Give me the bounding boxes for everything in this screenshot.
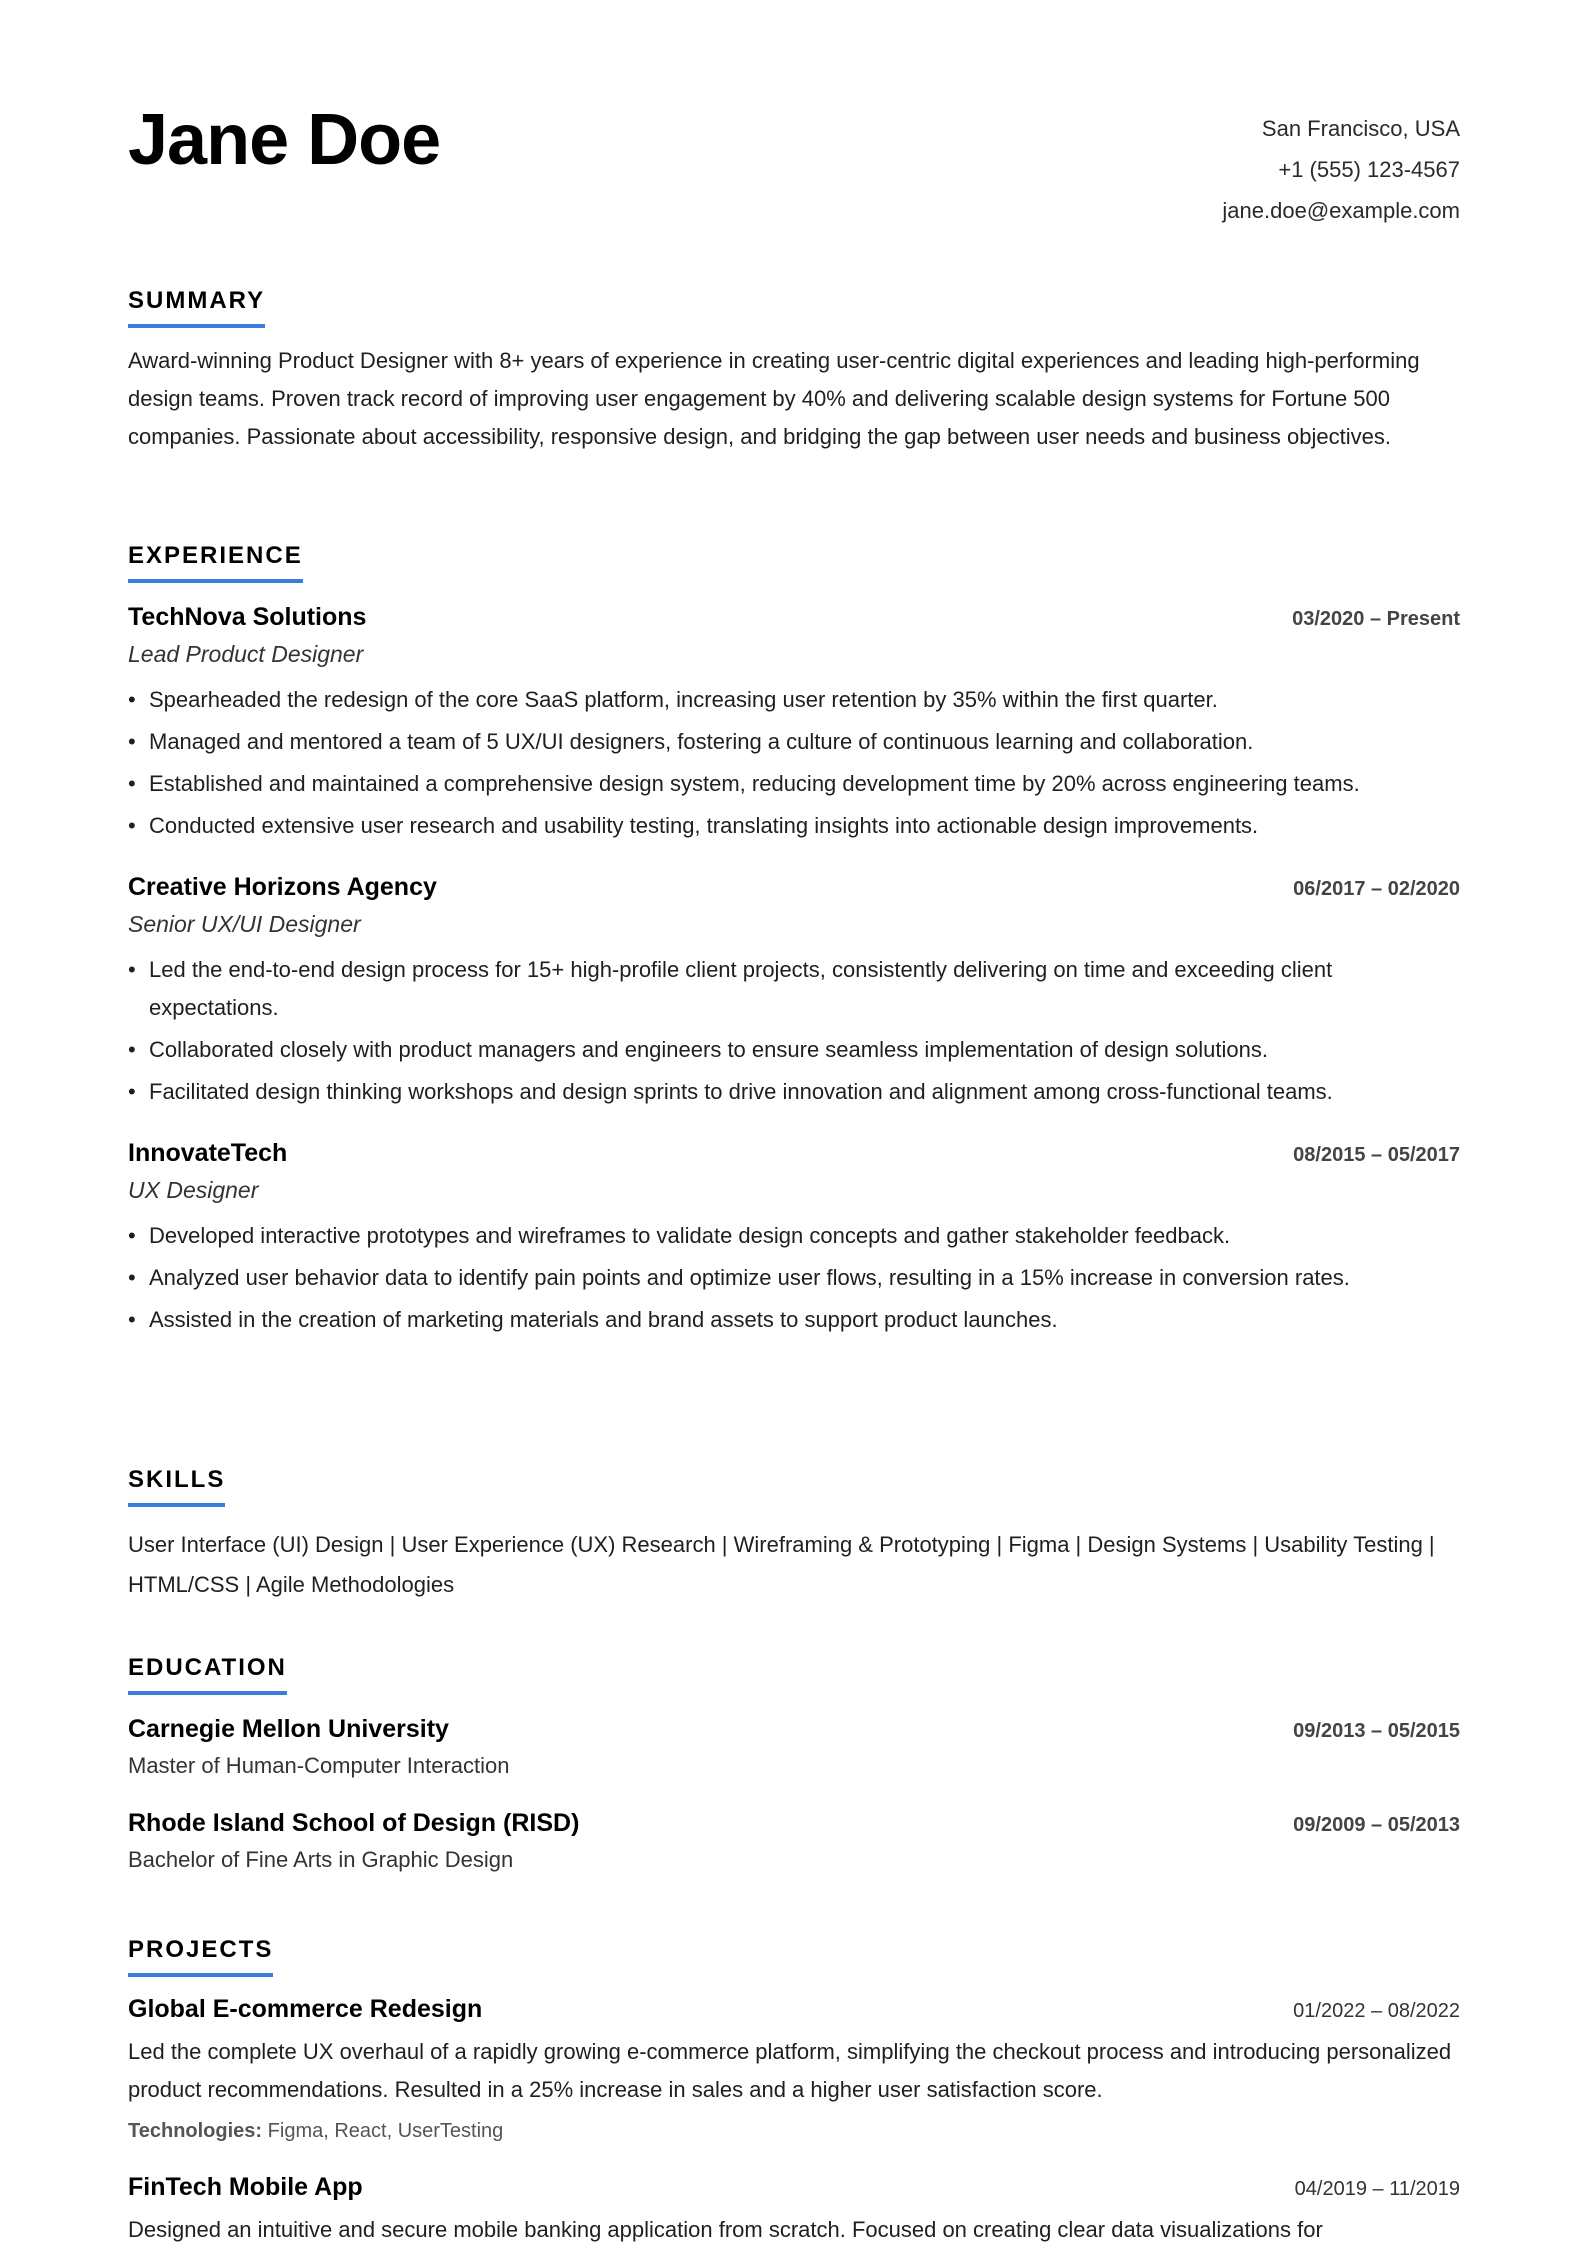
skills-heading: SKILLS [128, 1465, 225, 1507]
job-entry [128, 599, 1460, 845]
job-bullet: • Spearheaded the redesign of the core SaaS platform, increasing user retention by 35% within the first quarter. [128, 681, 1460, 719]
job-header [128, 869, 1460, 905]
project-name: Global E-commerce Redesign [128, 1995, 483, 2023]
project-description: Led the complete UX overhaul of a rapidly growing e-commerce platform, simplifying the checkout process and introducing personalized product recommendations. Resulted in a 25% increase in sales and a higher user satisfaction score. [128, 2039, 1452, 2102]
education-heading: EDUCATION [128, 1653, 287, 1695]
projects-section [128, 1935, 1460, 2249]
project-technologies [128, 2113, 1460, 2149]
project-entry [128, 2169, 1460, 2249]
education-header [128, 1805, 1460, 1841]
project-dates: 01/2022 – 08/2022 [1293, 2000, 1460, 2022]
job-bullets [128, 951, 1460, 1111]
contact-info [1222, 108, 1460, 231]
resume-header [128, 98, 1460, 268]
job-role: Senior UX/UI Designer [128, 911, 361, 937]
job-bullets [128, 1217, 1460, 1339]
contact-email: jane.doe@example.com [1222, 198, 1460, 223]
project-header [128, 1991, 1460, 2027]
experience-heading: EXPERIENCE [128, 541, 303, 583]
education-degree: Bachelor of Fine Arts in Graphic Design [128, 1847, 514, 1872]
contact-phone: +1 (555) 123-4567 [1278, 157, 1460, 182]
job-company: InnovateTech [128, 1139, 288, 1167]
job-bullet: • Managed and mentored a team of 5 UX/UI designers, fostering a culture of continuous learning and collaboration. [128, 723, 1460, 761]
summary-heading: SUMMARY [128, 286, 265, 328]
education-dates: 09/2013 – 05/2015 [1293, 1720, 1460, 1742]
job-entry [128, 869, 1460, 1111]
job-company: Creative Horizons Agency [128, 873, 437, 901]
job-dates: 03/2020 – Present [1292, 608, 1460, 630]
job-header [128, 1135, 1460, 1171]
education-entry [128, 1805, 1460, 1879]
job-company: TechNova Solutions [128, 603, 367, 631]
job-dates: 08/2015 – 05/2017 [1293, 1144, 1460, 1166]
job-bullet: • Analyzed user behavior data to identify pain points and optimize user flows, resulting in a 15% increase in conversion rates. [128, 1259, 1460, 1297]
experience-section [128, 541, 1460, 1343]
school-name: Carnegie Mellon University [128, 1715, 449, 1743]
project-name: FinTech Mobile App [128, 2173, 363, 2201]
job-bullet: • Assisted in the creation of marketing materials and brand assets to support product launches. [128, 1301, 1460, 1339]
skills-section [128, 1465, 1460, 1605]
job-bullet: • Led the end-to-end design process for 15+ high-profile client projects, consistently delivering on time and exceeding client expectations. [128, 951, 1460, 1027]
project-header [128, 2169, 1460, 2205]
job-role: UX Designer [128, 1177, 259, 1203]
summary-section [128, 286, 1460, 456]
project-dates: 04/2019 – 11/2019 [1294, 2178, 1460, 2200]
summary-text: Award-winning Product Designer with 8+ years of experience in creating user-centric digital experiences and leading high-performing design teams. Proven track record of improving user engagement by 40% and delivering scalable design systems for Fortune 500 companies. Passionate about accessibility, responsive design, and bridging the gap between user needs and business objectives. [128, 348, 1420, 449]
project-description: Designed an intuitive and secure mobile banking application from scratch. Focused on creating clear data visualizations for [128, 2217, 1323, 2242]
education-degree: Master of Human-Computer Interaction [128, 1753, 510, 1778]
education-entry [128, 1711, 1460, 1785]
job-header [128, 599, 1460, 635]
projects-heading: PROJECTS [128, 1935, 273, 1977]
contact-location: San Francisco, USA [1261, 116, 1460, 141]
job-role: Lead Product Designer [128, 641, 364, 667]
education-header [128, 1711, 1460, 1747]
job-dates: 06/2017 – 02/2020 [1293, 878, 1460, 900]
education-section [128, 1653, 1460, 1879]
education-dates: 09/2009 – 05/2013 [1293, 1814, 1460, 1836]
job-bullet: • Conducted extensive user research and usability testing, translating insights into actionable design improvements. [128, 807, 1460, 845]
project-entry [128, 1991, 1460, 2149]
skills-text: User Interface (UI) Design | User Experience (UX) Research | Wireframing & Prototyping | Figma | Design Systems | Usability Testing | HTML/CSS | Agile Methodologies [128, 1532, 1435, 1597]
candidate-name: Jane Doe [128, 100, 441, 180]
job-bullet: • Established and maintained a comprehensive design system, reducing development time by 20% across engineering teams. [128, 765, 1460, 803]
job-bullet: • Developed interactive prototypes and wireframes to validate design concepts and gather stakeholder feedback. [128, 1217, 1460, 1255]
job-entry [128, 1135, 1460, 1339]
job-bullet: • Collaborated closely with product managers and engineers to ensure seamless implementation of design solutions. [128, 1031, 1460, 1069]
school-name: Rhode Island School of Design (RISD) [128, 1809, 580, 1837]
technologies-label: Technologies: [128, 2120, 263, 2142]
technologies-list: Figma, React, UserTesting [267, 2120, 504, 2142]
job-bullets [128, 681, 1460, 845]
job-bullet: • Facilitated design thinking workshops and design sprints to drive innovation and alignment among cross-functional teams. [128, 1073, 1460, 1111]
